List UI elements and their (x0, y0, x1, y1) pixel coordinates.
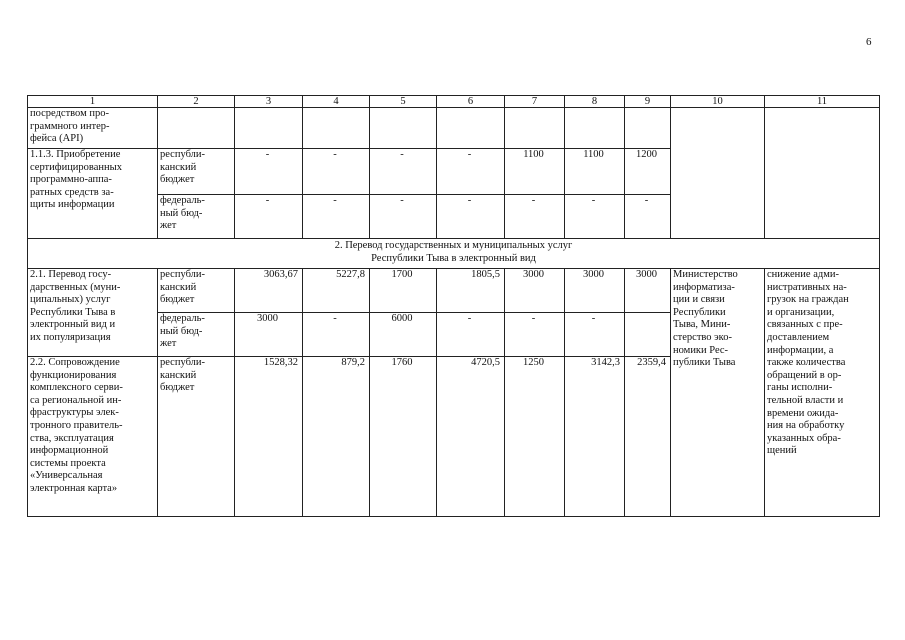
value-cell: - (303, 313, 370, 357)
value-cell: - (437, 195, 505, 239)
result-cell (765, 108, 880, 239)
value-cell: - (370, 195, 437, 239)
value-cell: - (235, 149, 303, 195)
value-cell (625, 313, 671, 357)
value-cell: 3000 (235, 313, 303, 357)
value-cell: 3000 (505, 269, 565, 313)
source-cell: федераль- ный бюд- жет (158, 313, 235, 357)
value-cell: 1200 (625, 149, 671, 195)
header-cell: 2 (158, 96, 235, 108)
value-cell: 1528,32 (235, 357, 303, 517)
value-cell: 1805,5 (437, 269, 505, 313)
value-cell: - (303, 149, 370, 195)
activity-name-cell: 2.2. Сопровождение функционирования комплексного серви- са региональной ин- фраструктуры элек- тронного правитель- ства, эксплуатация информационной системы проекта «Универсальная электронная карта» (28, 357, 158, 517)
value-cell (625, 108, 671, 149)
executor-cell: Министерство информатиза- ции и связи Республики Тыва, Мини- стерство эко- номики Рес- публики Тыва (671, 269, 765, 517)
value-cell: - (235, 195, 303, 239)
value-cell: - (565, 195, 625, 239)
source-cell: федераль- ный бюд- жет (158, 195, 235, 239)
source-cell (158, 108, 235, 149)
section-heading: 2. Перевод государственных и муниципальных услуг Республики Тыва в электронный вид (28, 239, 880, 269)
value-cell: 6000 (370, 313, 437, 357)
header-cell: 9 (625, 96, 671, 108)
source-cell: республи- канский бюджет (158, 357, 235, 517)
value-cell (303, 108, 370, 149)
activity-name-cell: 1.1.3. Приобретение сертифицированных программно-аппа- ратных средств за- щиты информации (28, 149, 158, 239)
value-cell: 4720,5 (437, 357, 505, 517)
value-cell: 1760 (370, 357, 437, 517)
value-cell: 3063,67 (235, 269, 303, 313)
header-cell: 5 (370, 96, 437, 108)
value-cell: - (625, 195, 671, 239)
page-number: 6 (866, 36, 872, 48)
executor-cell (671, 108, 765, 239)
header-cell: 6 (437, 96, 505, 108)
value-cell: - (303, 195, 370, 239)
value-cell: 1250 (505, 357, 565, 517)
header-cell: 4 (303, 96, 370, 108)
header-cell: 1 (28, 96, 158, 108)
value-cell: 2359,4 (625, 357, 671, 517)
value-cell: 3000 (625, 269, 671, 313)
activity-name-cell: 2.1. Перевод госу- дарственных (муни- ципальных) услуг Республики Тыва в электронный вид и их популяризация (28, 269, 158, 357)
value-cell: 3000 (565, 269, 625, 313)
activity-name-cell: посредством про- граммного интер- фейса (API) (28, 108, 158, 149)
source-cell: республи- канский бюджет (158, 149, 235, 195)
value-cell (565, 108, 625, 149)
table-row (28, 269, 880, 313)
table-row (28, 108, 880, 149)
value-cell: 1100 (565, 149, 625, 195)
value-cell: 3142,3 (565, 357, 625, 517)
value-cell: - (505, 195, 565, 239)
source-cell: республи- канский бюджет (158, 269, 235, 313)
header-cell: 3 (235, 96, 303, 108)
section-row (28, 239, 880, 269)
value-cell: - (437, 313, 505, 357)
value-cell: 1100 (505, 149, 565, 195)
value-cell (235, 108, 303, 149)
value-cell: - (565, 313, 625, 357)
value-cell (437, 108, 505, 149)
value-cell (505, 108, 565, 149)
value-cell: - (505, 313, 565, 357)
header-cell: 7 (505, 96, 565, 108)
budget-table (27, 95, 880, 517)
header-cell: 11 (765, 96, 880, 108)
value-cell: - (370, 149, 437, 195)
value-cell: - (437, 149, 505, 195)
result-cell: снижение адми- нистративных на- грузок на граждан и организации, связанных с пре- доставлением информации, а также количества обращений в ор- ганы исполни- тельной власти и времени ожида- ния на обработку указанных обра- щений (765, 269, 880, 517)
header-cell: 8 (565, 96, 625, 108)
header-row (28, 96, 880, 108)
header-cell: 10 (671, 96, 765, 108)
value-cell (370, 108, 437, 149)
value-cell: 879,2 (303, 357, 370, 517)
value-cell: 5227,8 (303, 269, 370, 313)
value-cell: 1700 (370, 269, 437, 313)
